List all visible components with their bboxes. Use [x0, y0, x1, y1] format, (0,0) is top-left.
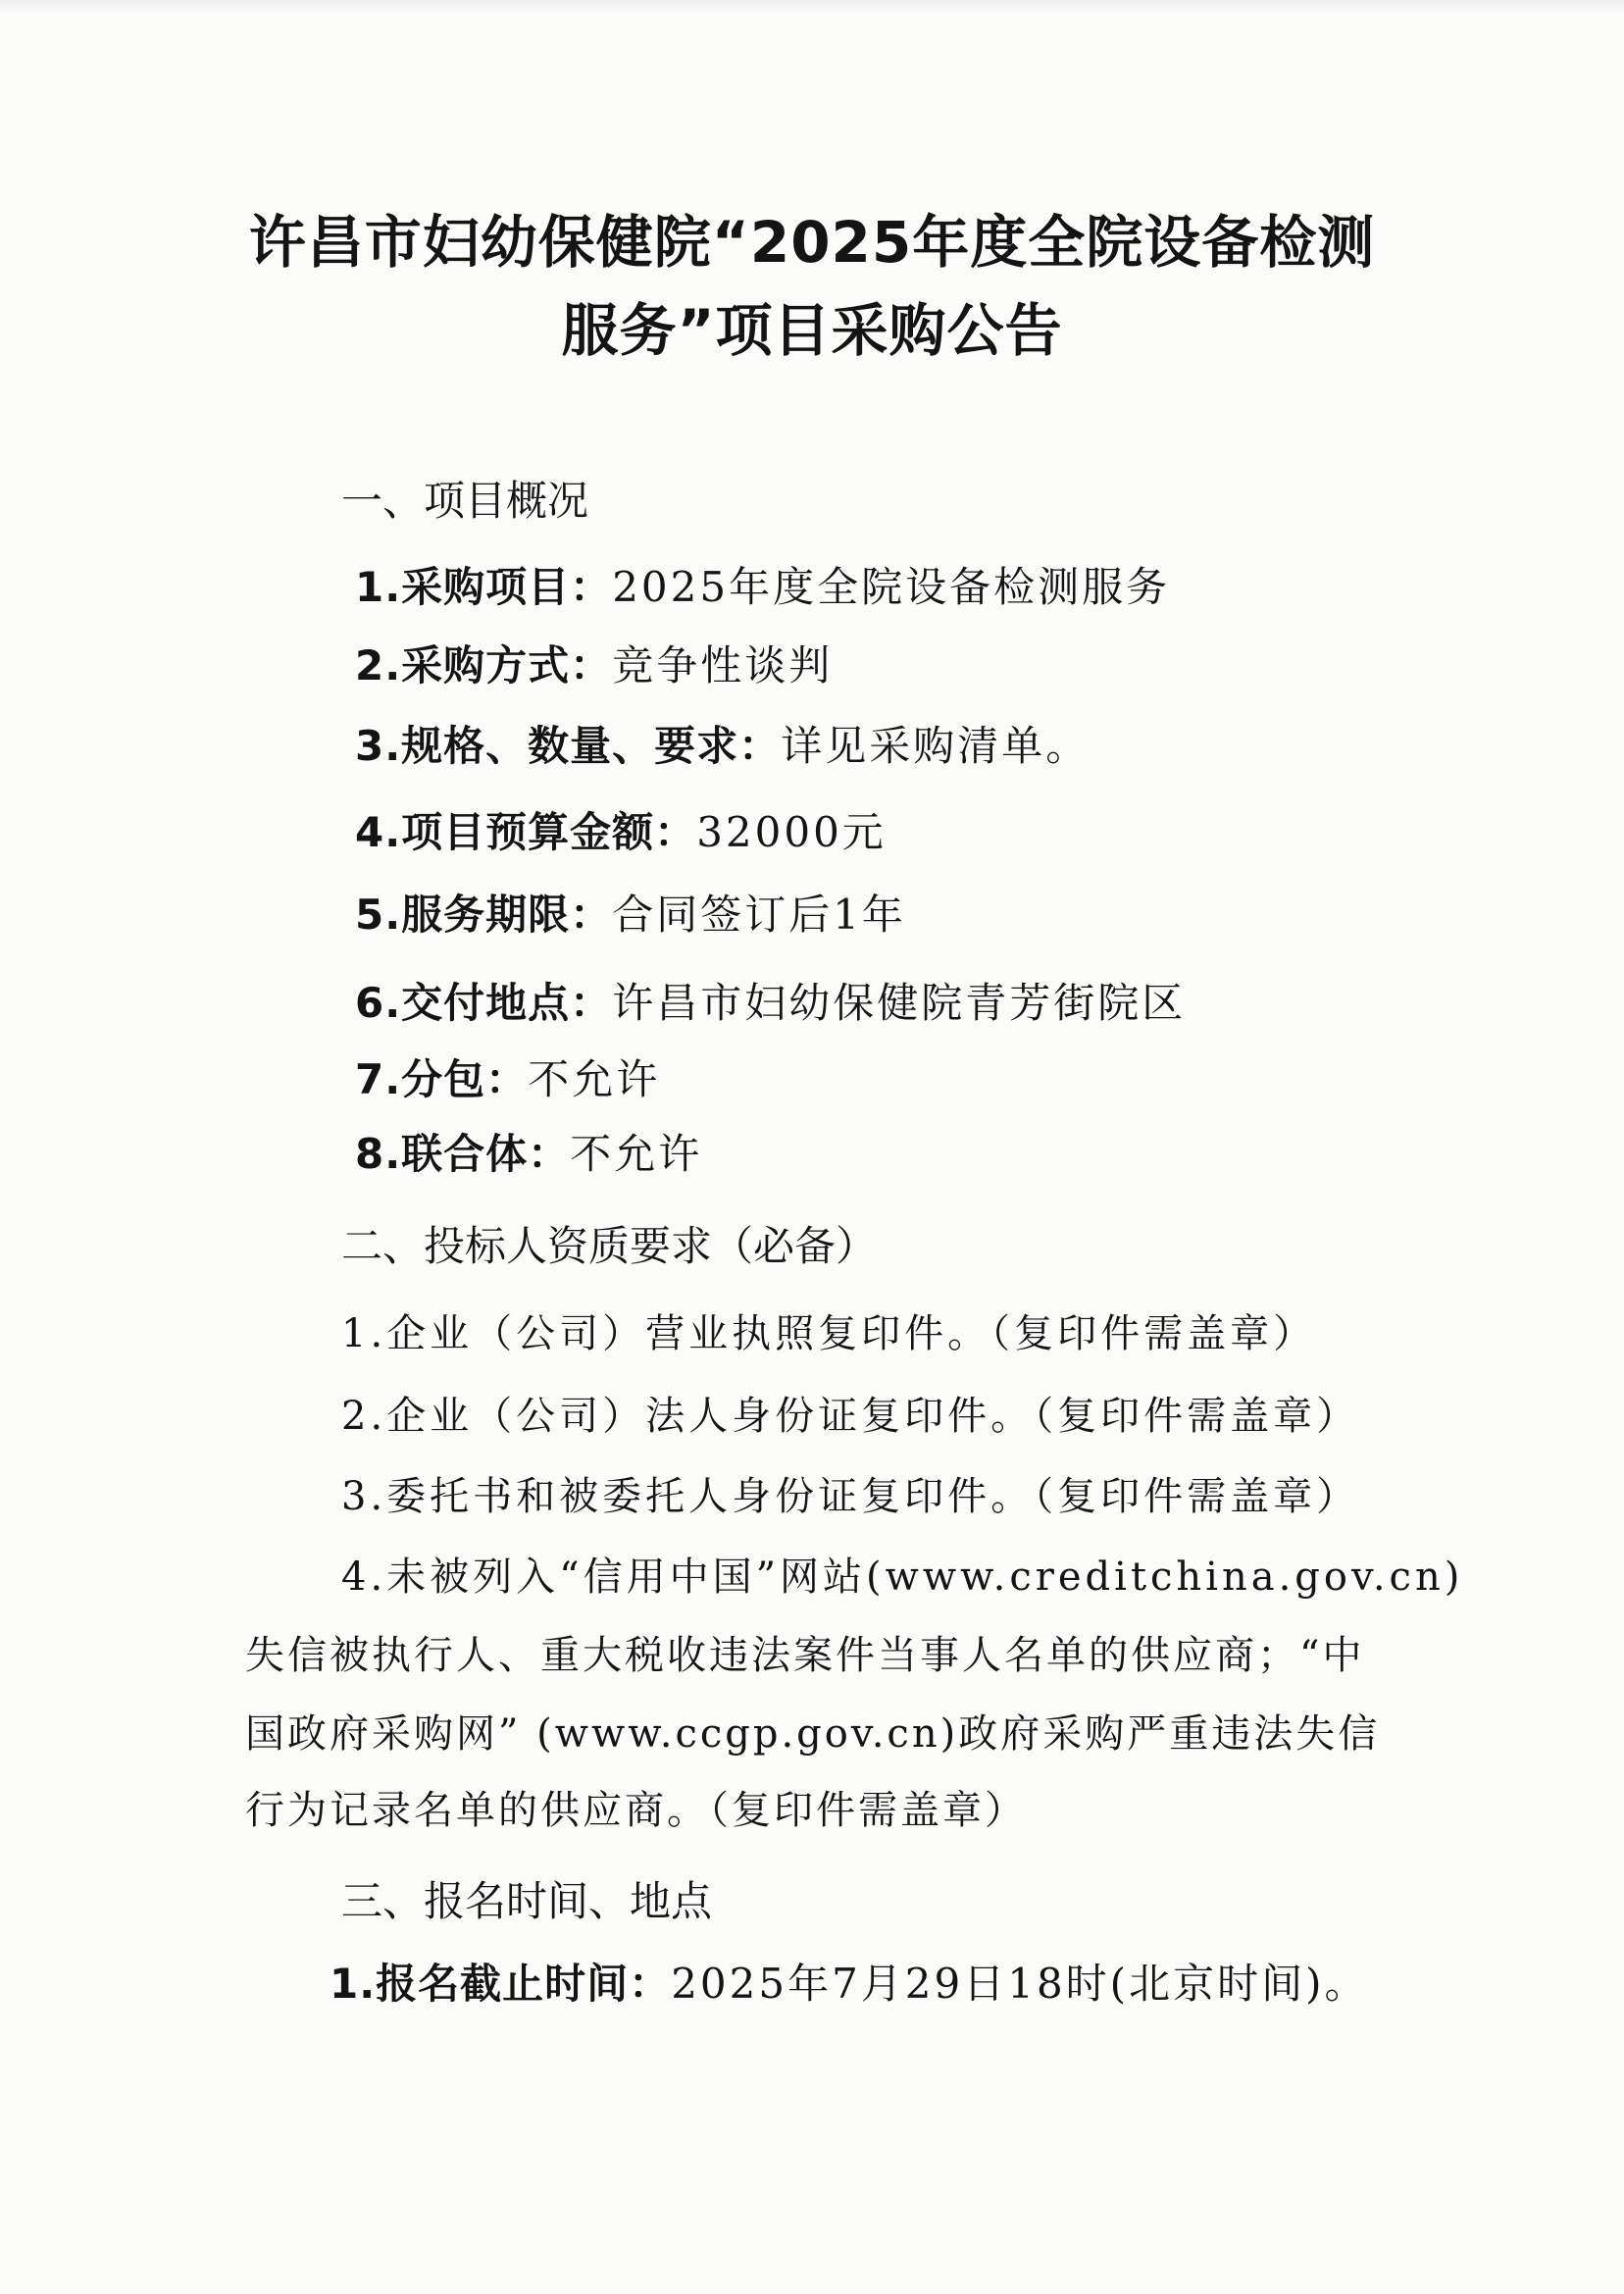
section-heading-overview: 一、项目概况 — [341, 477, 589, 525]
item-label: 3.规格、数量、要求： — [355, 722, 782, 770]
item-label: 1.报名截止时间： — [330, 1960, 672, 2008]
item-value: 详见采购清单。 — [781, 722, 1091, 770]
overview-item — [355, 971, 1186, 1030]
document-title-line2: 服务”项目采购公告 — [561, 297, 1063, 364]
item-value: 许昌市妇幼保健院青芳街院区 — [612, 979, 1187, 1027]
overview-item — [355, 555, 1170, 614]
overview-item — [355, 800, 887, 859]
qualification-item-4-line: 4.未被列入“信用中国”网站(www.creditchina.gov.cn) — [341, 1555, 1464, 1600]
overview-item — [355, 883, 906, 942]
qualification-item: 2.企业（公司）法人身份证复印件。（复印件需盖章） — [341, 1394, 1360, 1439]
item-value: 不允许 — [528, 1055, 661, 1103]
overview-item — [355, 1047, 660, 1106]
section-heading-qualifications: 二、投标人资质要求（必备） — [341, 1222, 878, 1270]
qualification-item-4-line: 失信被执行人、重大税收违法案件当事人名单的供应商；“中 — [245, 1633, 1365, 1678]
overview-item — [355, 1122, 702, 1181]
item-value: 合同签订后1年 — [612, 891, 906, 939]
item-value: 不允许 — [570, 1130, 703, 1178]
item-label: 7.分包： — [355, 1055, 529, 1103]
scan-edge — [0, 0, 1624, 14]
item-value: 竞争性谈判 — [612, 641, 834, 689]
item-value: 32000元 — [696, 808, 887, 856]
qualification-item-4-line: 行为记录名单的供应商。（复印件需盖章） — [245, 1788, 1027, 1833]
item-label: 5.服务期限： — [355, 891, 613, 939]
item-label: 2.采购方式： — [355, 641, 613, 689]
overview-item — [355, 634, 833, 692]
qualification-item: 3.委托书和被委托人身份证复印件。（复印件需盖章） — [341, 1474, 1360, 1519]
item-label: 8.联合体： — [355, 1130, 571, 1178]
item-label: 4.项目预算金额： — [355, 808, 697, 856]
document-title-line1: 许昌市妇幼保健院“2025年度全院设备检测 — [248, 209, 1376, 276]
item-value: 2025年7月29日18时(北京时间)。 — [671, 1960, 1369, 2008]
registration-item — [330, 1952, 1368, 2011]
qualification-item-4-line: 国政府采购网” (www.ccgp.gov.cn)政府采购严重违法失信 — [245, 1711, 1381, 1757]
item-label: 6.交付地点： — [355, 979, 613, 1027]
qualification-item: 1.企业（公司）营业执照复印件。（复印件需盖章） — [341, 1311, 1317, 1356]
section-heading-registration: 三、报名时间、地点 — [341, 1877, 713, 1925]
overview-item — [355, 714, 1090, 773]
item-value: 2025年度全院设备检测服务 — [612, 563, 1171, 611]
item-label: 1.采购项目： — [355, 563, 613, 611]
